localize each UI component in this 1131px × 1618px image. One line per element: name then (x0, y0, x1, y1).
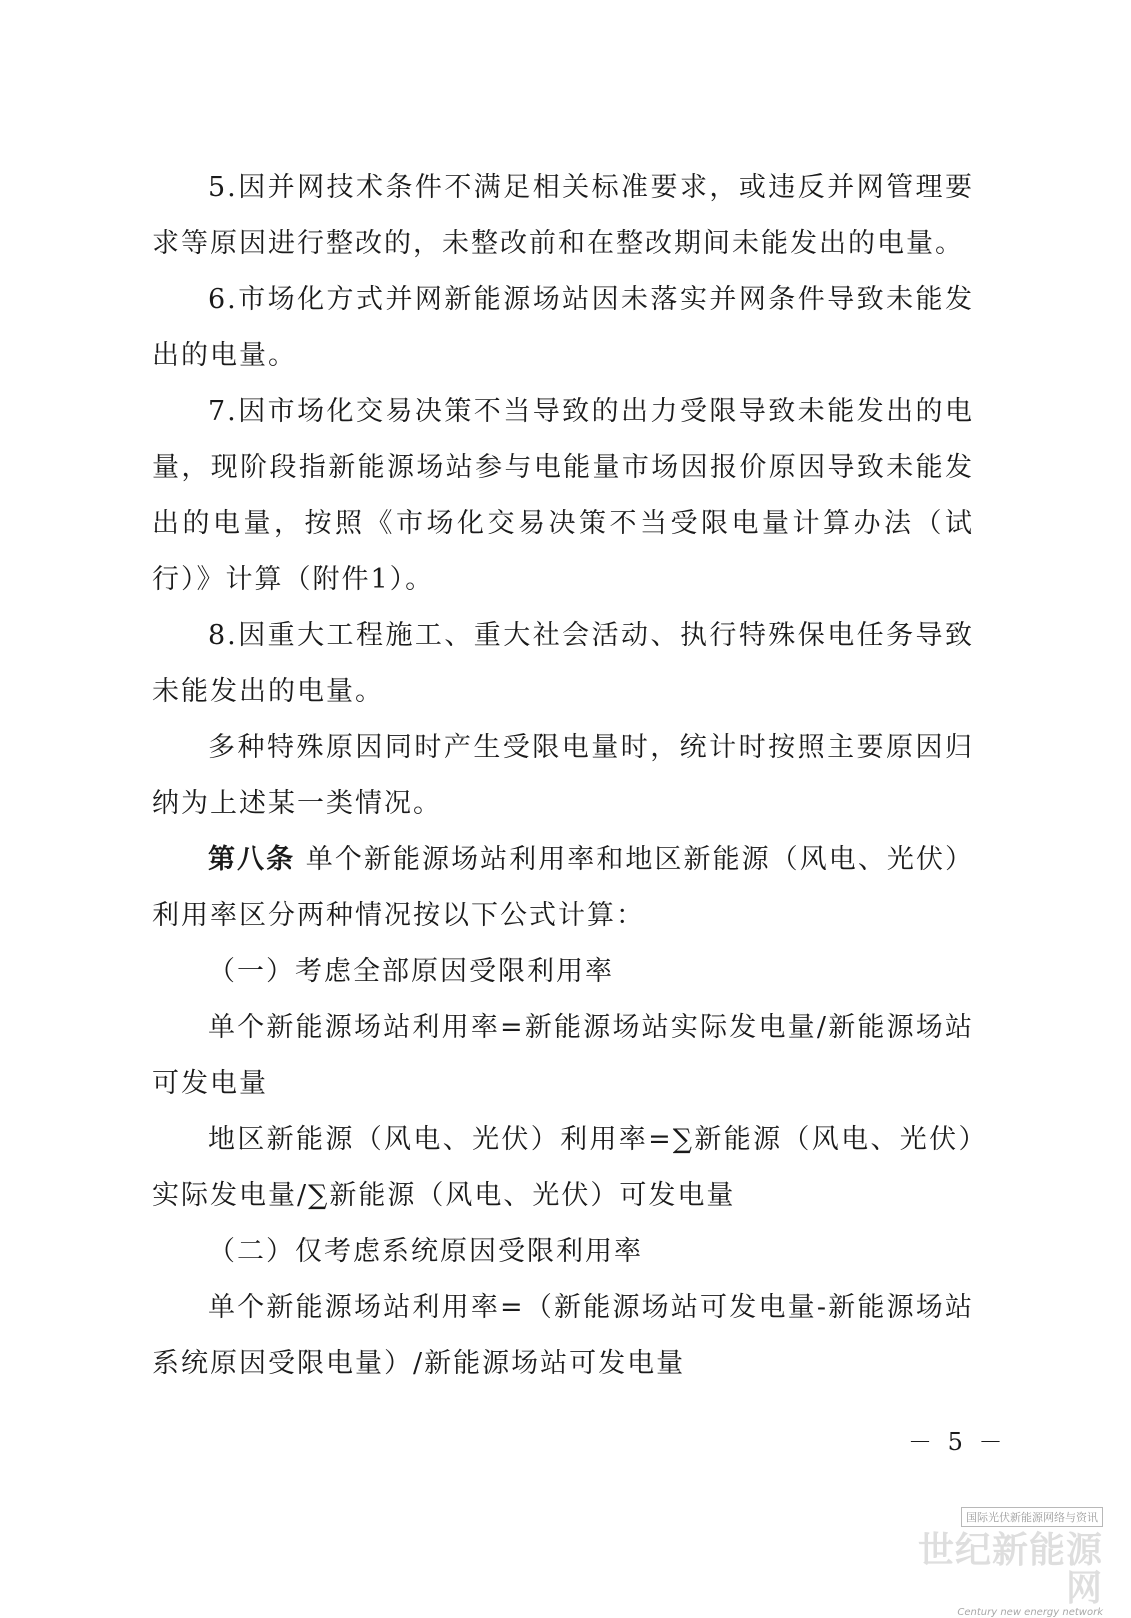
formula-regional-utilization-all: 地区新能源（风电、光伏）利用率=∑新能源（风电、光伏）实际发电量/∑新能源（风电、光伏）可发电量 (152, 1124, 974, 1211)
article-8-paragraph (152, 832, 974, 944)
paragraph-item-7: 7.因市场化交易决策不当导致的出力受限导致未能发出的电量，现阶段指新能源场站参与电能量市场因报价原因导致未能发出的电量，按照《市场化交易决策不当受限电量计算办法（试行）》计算（附件1）。 (152, 396, 974, 595)
section-2-title: （二）仅考虑系统原因受限利用率 (208, 1236, 643, 1267)
watermark-subtitle: Century new energy network (957, 1607, 1103, 1618)
paragraph-item-5: 5.因并网技术条件不满足相关标准要求，或违反并网管理要求等原因进行整改的，未整改前和在整改期间未能发出的电量。 (152, 172, 974, 259)
watermark-title: 世纪新能源网 (917, 1529, 1103, 1609)
article-8-heading: 第八条 (208, 844, 296, 875)
watermark-logo (903, 1506, 1103, 1618)
formula-station-utilization-all: 单个新能源场站利用率=新能源场站实际发电量/新能源场站可发电量 (152, 1012, 974, 1099)
paragraph-item-6: 6.市场化方式并网新能源场站因未落实并网条件导致未能发出的电量。 (152, 284, 974, 371)
document-body (152, 160, 974, 1392)
section-1-title: （一）考虑全部原因受限利用率 (208, 956, 614, 987)
watermark-tagline: 国际光伏新能源网络与资讯 (961, 1507, 1103, 1527)
paragraph-item-8: 8.因重大工程施工、重大社会活动、执行特殊保电任务导致未能发出的电量。 (152, 620, 974, 707)
paragraph-multiple-causes: 多种特殊原因同时产生受限电量时，统计时按照主要原因归纳为上述某一类情况。 (152, 732, 974, 819)
article-8-text: 单个新能源场站利用率和地区新能源（风电、光伏）利用率区分两种情况按以下公式计算： (152, 844, 974, 931)
page-number: － 5 － (908, 1428, 1007, 1456)
formula-station-utilization-system: 单个新能源场站利用率=（新能源场站可发电量-新能源场站系统原因受限电量）/新能源场站可发电量 (152, 1292, 974, 1379)
